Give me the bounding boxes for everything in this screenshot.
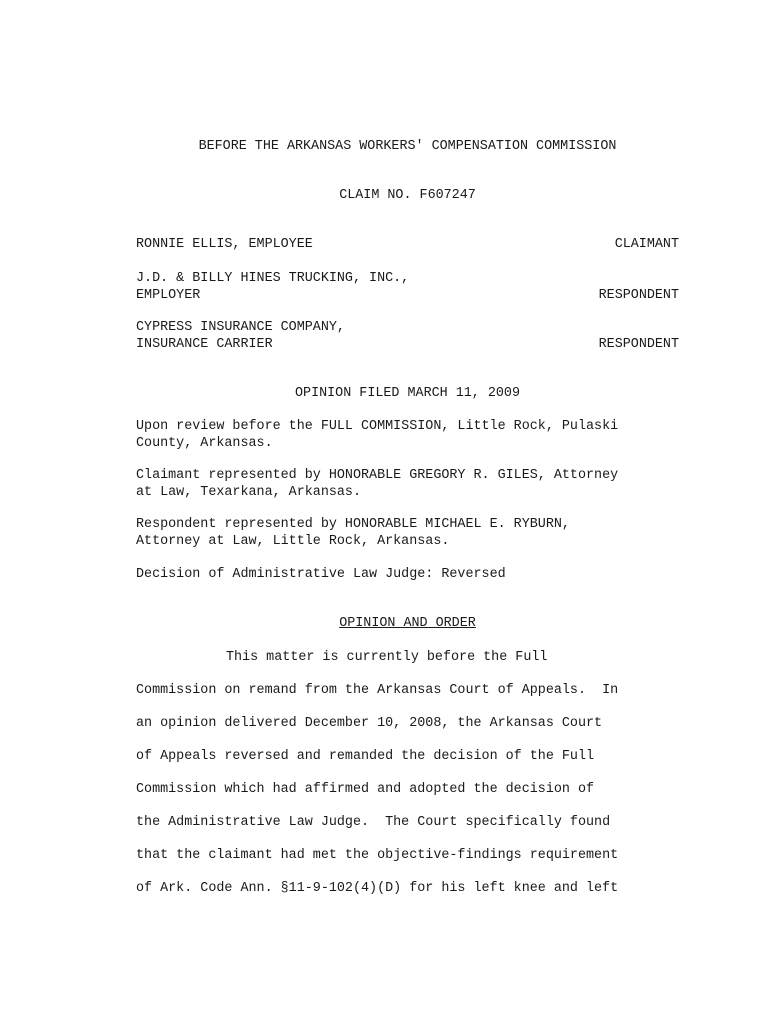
claimant-rep-line-2: at Law, Texarkana, Arkansas. [136, 485, 361, 500]
party-claimant-name: RONNIE ELLIS, EMPLOYEE [136, 237, 313, 252]
body-line: that the claimant had met the objective-findings requirement [136, 848, 619, 863]
respondent-rep-line-1: Respondent represented by HONORABLE MICHAEL E. RYBURN, [136, 517, 570, 532]
party-employer-role: RESPONDENT [598, 288, 679, 303]
body-line: Commission on remand from the Arkansas Court of Appeals. In [136, 683, 619, 698]
party-carrier-type: INSURANCE CARRIER [136, 337, 273, 352]
body-line: This matter is currently before the Full [226, 650, 548, 665]
party-claimant-role: CLAIMANT [614, 237, 679, 252]
respondent-rep-line-2: Attorney at Law, Little Rock, Arkansas. [136, 534, 450, 549]
body-line: the Administrative Law Judge. The Court specifically found [136, 815, 611, 830]
claimant-rep-line-1: Claimant represented by HONORABLE GREGORY R. GILES, Attorney [136, 468, 619, 483]
party-carrier-role: RESPONDENT [598, 337, 679, 352]
opinion-filed-date: OPINION FILED MARCH 11, 2009 [295, 386, 520, 401]
party-employer-name: J.D. & BILLY HINES TRUCKING, INC., [136, 271, 410, 286]
body-line: of Appeals reversed and remanded the decision of the Full [136, 749, 595, 764]
body-line: Commission which had affirmed and adopted the decision of [136, 782, 595, 797]
body-line: of Ark. Code Ann. §11-9-102(4)(D) for his left knee and left [136, 881, 619, 896]
commission-heading: BEFORE THE ARKANSAS WORKERS' COMPENSATION COMMISSION [198, 139, 617, 154]
party-employer-type: EMPLOYER [136, 288, 201, 303]
claim-number: CLAIM NO. F607247 [339, 188, 476, 203]
body-line: an opinion delivered December 10, 2008, the Arkansas Court [136, 716, 603, 731]
section-title: OPINION AND ORDER [339, 616, 476, 631]
alj-decision: Decision of Administrative Law Judge: Reversed [136, 567, 506, 582]
review-line-2: County, Arkansas. [136, 436, 273, 451]
review-line-1: Upon review before the FULL COMMISSION, Little Rock, Pulaski [136, 419, 619, 434]
party-carrier-name: CYPRESS INSURANCE COMPANY, [136, 320, 345, 335]
